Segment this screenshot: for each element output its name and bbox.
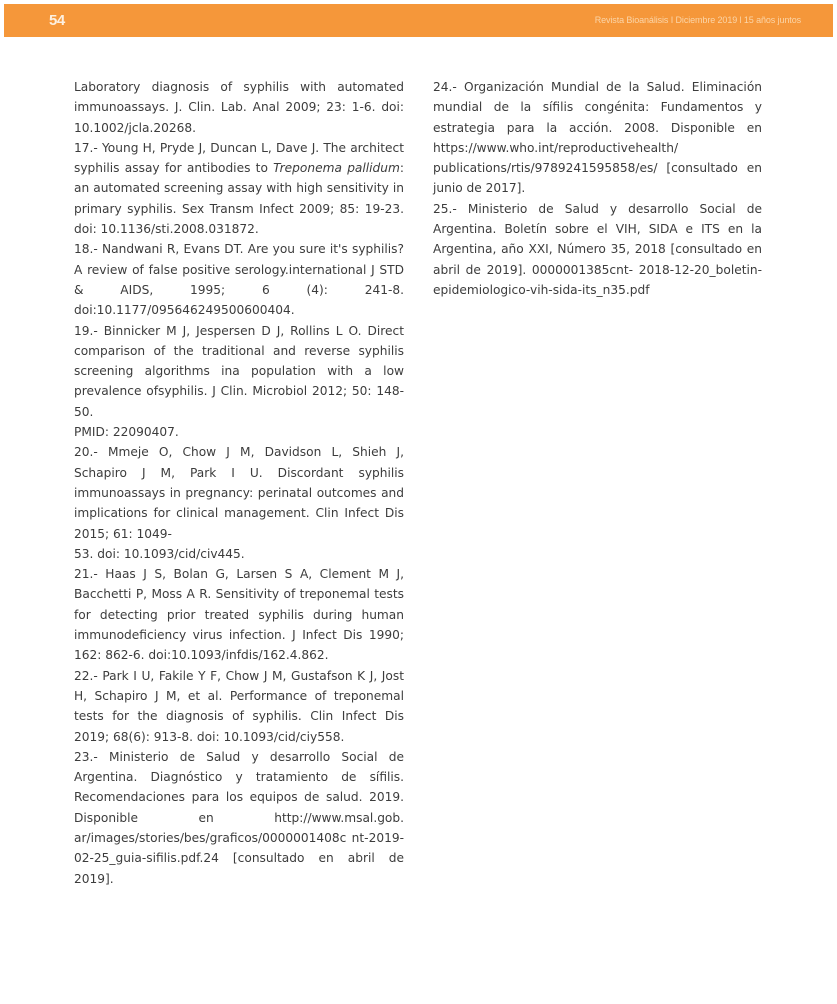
reference-22 bbox=[74, 666, 404, 747]
reference-24 bbox=[433, 77, 762, 199]
reference-17 bbox=[74, 138, 404, 239]
reference-number: 22.- bbox=[74, 668, 98, 683]
reference-text: Nandwani R, Evans DT. Are you sure it's syphilis? A review of false positive serology.international J STD & AIDS, 1995; 6 (4): 241-8. doi:10.1177/095646249500600404. bbox=[74, 242, 404, 318]
reference-text: Mmeje O, Chow J M, Davidson L, Shieh J, Schapiro J M, Park I U. Discordant syphilis immunoassays in pregnancy: perinatal outcomes and implications for clinical management. Clin Infect Dis 2015; 61: 1049- bbox=[74, 445, 404, 541]
reference-number: 18.- bbox=[74, 242, 98, 257]
reference-number: 19.- bbox=[74, 323, 98, 338]
reference-text: Binnicker M J, Jespersen D J, Rollins L O. Direct comparison of the traditional and reverse syphilis screening algorithms ina population with a low prevalence ofsyphilis. J Clin. Microbiol 2012; 50: 148-50. bbox=[74, 323, 404, 419]
reference-20 bbox=[74, 442, 404, 564]
reference-text: Laboratory diagnosis of syphilis with automated immunoassays. J. Clin. Lab. Anal 2009; 23: 1-6. doi: 10.1002/jcla.20268. bbox=[74, 80, 404, 135]
reference-number: 20.- bbox=[74, 445, 98, 460]
reference-pmid: PMID: 22090407. bbox=[74, 425, 179, 440]
reference-italic-organism: Treponema pallidum bbox=[273, 161, 400, 176]
page-header-bar bbox=[4, 4, 833, 37]
reference-text: Organización Mundial de la Salud. Eliminación mundial de la sífilis congénita: Fundamentos y estrategia para la acción. 2008. Disponible en https://www.who.int/reproductivehealth/ publications/rtis/9789241595858/es/ [consultado en junio de 2017]. bbox=[433, 80, 762, 196]
reference-text: Ministerio de Salud y desarrollo Social de Argentina. Diagnóstico y tratamiento de sífilis. Recomendaciones para los equipos de salud. 2019. Disponible en http://www.msal.gob. ar/images/stories/bes/graficos/0000001408c nt-2019-02-25_guia-sifilis.pdf.24 [consultado en abril de 2019]. bbox=[74, 749, 404, 886]
page-number: 54 bbox=[49, 12, 65, 29]
reference-number: 17.- bbox=[74, 140, 98, 155]
reference-number: 25.- bbox=[433, 201, 457, 216]
reference-text: Young H, Pryde J, Duncan L, Dave J. The architect syphilis assay for antibodies to bbox=[74, 140, 404, 176]
reference-number: 21.- bbox=[74, 567, 98, 582]
reference-text: : an automated screening assay with high sensitivity in primary syphilis. Sex Transm Infect 2009; 85: 19-23. doi: 10.1136/sti.2008.031872. bbox=[74, 161, 404, 237]
reference-number: 24.- bbox=[433, 80, 457, 94]
reference-21 bbox=[74, 564, 404, 665]
left-column bbox=[74, 77, 404, 889]
reference-text: Park I U, Fakile Y F, Chow J M, Gustafson K J, Jost H, Schapiro J M, et al. Performance of treponemal tests for the diagnosis of syphilis. Clin Infect Dis 2019; 68(6): 913-8. doi: 10.1093/cid/ciy558. bbox=[74, 668, 404, 744]
reference-25 bbox=[433, 199, 762, 300]
reference-text: Haas J S, Bolan G, Larsen S A, Clement M J, Bacchetti P, Moss A R. Sensitivity of treponemal tests for detecting prior treated syphilis during human immunodeficiency virus infection. J Infect Dis 1990; 162: 862-6. doi:10.1093/infdis/162.4.862. bbox=[74, 567, 404, 663]
right-column bbox=[433, 77, 762, 300]
reference-18 bbox=[74, 239, 404, 320]
reference-doi-line: 53. doi: 10.1093/cid/civ445. bbox=[74, 546, 245, 561]
reference-number: 23.- bbox=[74, 749, 98, 764]
reference-19 bbox=[74, 321, 404, 443]
reference-text: Ministerio de Salud y desarrollo Social de Argentina. Boletín sobre el VIH, SIDA e ITS en la Argentina, año XXI, Número 35, 2018 [consultado en abril de 2019]. 0000001385cnt- 2018-12-20_boletin-epidemiologico-vih-sida-its_n35.pdf bbox=[433, 201, 762, 297]
reference-continuation bbox=[74, 77, 404, 138]
reference-23 bbox=[74, 747, 404, 889]
running-head: Revista Bioanálisis I Diciembre 2019 l 15 años juntos bbox=[594, 15, 801, 25]
